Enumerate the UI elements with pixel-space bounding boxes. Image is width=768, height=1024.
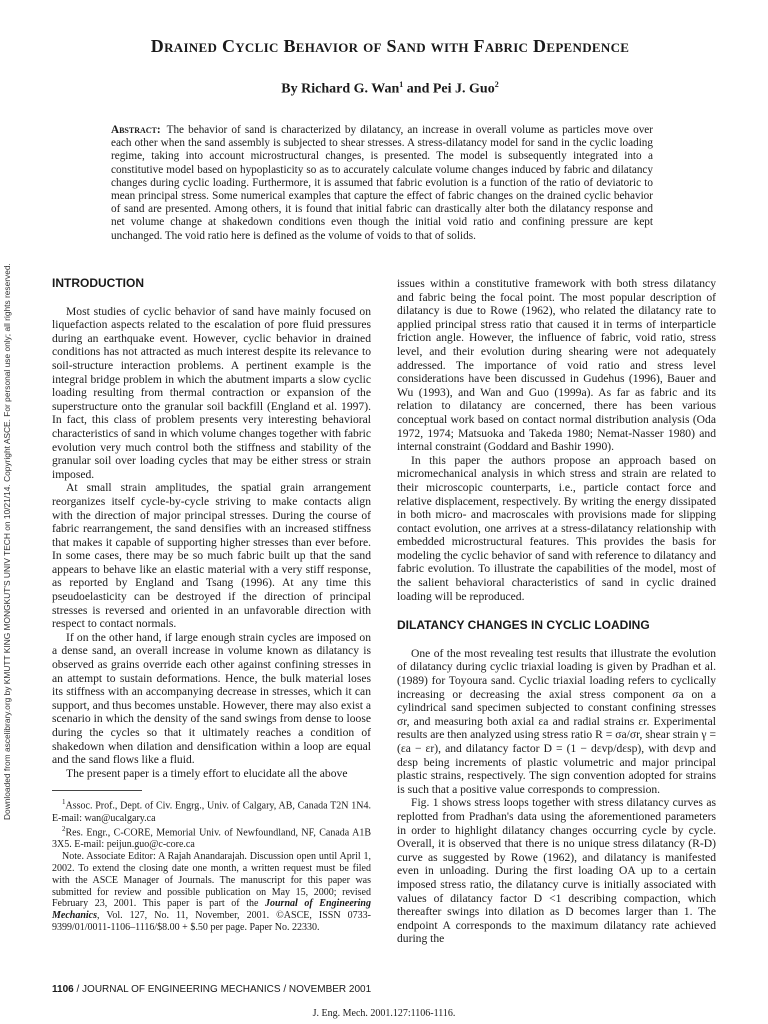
download-watermark	[2, 180, 16, 820]
footnote-2: $^2$Res. Engr., C-CORE, Memorial Univ. of Newfoundland, NF, Canada A1B 3X5. E-mail: peijun.guo@c-core.ca	[52, 825, 371, 851]
author-wan: By Richard G. Wan	[281, 81, 400, 97]
editorial-note: Note. Associate Editor: A Rajah Anandarajah. Discussion open until April 1, 2002. To extend the closing date one month, a written request must be filed with the ASCE Manager of Journals. The manuscript for this paper was submitted for review and possible publication on May 15, 2000; revised February 23, 2001. This paper is part of the Journal of Engineering Mechanics, Vol. 127, No. 11, November, 2001. ©ASCE, ISSN 0733-9399/01/0011-1106–1116/$8.00 + $.50 per page. Paper No. 22330.	[52, 851, 371, 933]
running-footer: / JOURNAL OF ENGINEERING MECHANICS / NOVEMBER 2001	[73, 984, 372, 995]
section-heading-dilatancy: DILATANCY CHANGES IN CYCLIC LOADING	[397, 618, 650, 633]
body-paragraph: If on the other hand, if large enough strain cycles are imposed on a dense sand, an overall increase in volume known as dilatancy is observed as grains override each other against confining stresses in an attempt to sustain deformations. Hence, the bulk material loses its stiffness with an accompanying decrease in stresses, which it can support, and thus becomes unstable. However, there may also exist a scenario in which the density of the sand swings from dense to loose during the cycles so that it ultimately reaches a condition of shakedown when dilation and densification within a loop are equal and the sand flows like a fluid.	[52, 630, 371, 767]
footnote-1: $^1$Assoc. Prof., Dept. of Civ. Engrg., Univ. of Calgary, AB, Canada T2N 1N4. E-mail: wan@ucalgary.ca	[52, 798, 371, 824]
citation-line: J. Eng. Mech. 2001.127:1106-1116.	[312, 1008, 456, 1019]
journal-name: Journal of Engineering Mechanics	[52, 898, 371, 922]
author-guo-footnote-mark: 2	[494, 80, 499, 89]
body-paragraph: In this paper the authors propose an approach based on micromechanical analysis in which stress and strain are related to their microscopic counterparts, i.e., particle contact force and relative displacement, respectively. By writing the energy dissipated in both micro- and macroscales with provisions made for slipping contact evolution, one arrives at a stress-dilatancy relationship with embedded microstructural features. This provides the basis for modeling the cyclic behavior of sand with reference to dilatancy and fabric evolution. To illustrate the capabilities of the model, most of the salient behavioral characteristics of sand in cyclic drained loading will be reproduced.	[397, 453, 716, 603]
author-guo: and Pei J. Guo	[403, 81, 495, 97]
footnote-divider	[52, 790, 142, 791]
author-wan-footnote-mark: 1	[399, 80, 404, 89]
body-paragraph: issues within a constitutive framework with both stress dilatancy and fabric being the focal point. The most popular description of dilatancy is due to Rowe (1962), who related the dilatancy rate to applied principal stress ratio that caused it in terms of interparticle friction angle. However, the influence of fabric, void ratio, stress level, and their evolution during shearing were not adequately addressed. The importance of void ratio and stress level considerations have been discussed in Gudehus (1996), Bauer and Wu (1993), and Wan and Guo (1999a). As far as fabric and its relation to dilatancy are concerned, there has been various conceptual work based on contact normal distribution analysis (Oda 1972, 1974; Matsuoka and Takeda 1980; Nemat-Nasser 1980) and internal constraint (Goddard and Bashir 1990).	[397, 277, 716, 454]
body-paragraph: At small strain amplitudes, the spatial grain arrangement reorganizes itself cycle-by-cycle striving to make contacts align with the direction of major principal stresses. During the course of fabric rearrangement, the sand densifies with an increased stiffness that makes it capable of supporting higher stresses than ever before. In some cases, there may be so much fabric built up that the sand appears to behave like an elastic material with a very stiff response, as reported by England and Tsang (1996). At any time this pseudoelasticity can be destroyed if the direction of principal stresses is reversed and oriented in an unfavorable direction with respect to contact normals.	[52, 481, 371, 631]
abstract-text: The behavior of sand is characterized by dilatancy, an increase in overall volume as particles move over each other when the sand assembly is subjected to shear stresses. A stress-dilatancy model for sand in the cyclic loading regime, taking into account microstructural changes, is presented. The model is subsequently integrated into a constitutive model based on hypoplasticity so as to accurately calculate volume changes induced by fabric and dilatancy changes during cyclic loading. Furthermore, it is assumed that fabric evolution is a function of the ratio of deviatoric to mean principal stress. Some numerical examples that capture the effect of fabric changes on the drained cyclic behavior of sand are presented. Among others, it is found that initial fabric can drastically alter both the dilatancy response and net volume change at shakedown conditions even though the initial void ratio and confining pressure are kept unchanged. The void ratio here is defined as the volume of voids to that of solids.	[111, 124, 653, 242]
body-paragraph: Fig. 1 shows stress loops together with stress dilatancy curves as replotted from Pradhan's data using the aforementioned parameters in order to highlight dilatancy changes occurring cycle by cycle. Overall, it is observed that there is no unique stress dilatancy (R-D) curve as suggested by Rowe (1962), and dilatancy is manifested even in unloading. During the first loading OA up to a certain imposed stress ratio, the dilatancy curve is initially associated with values of dilatancy factor D <1 describing compaction, which thereafter swings into dilation as D becomes larger than 1. The endpoint A corresponds to the maximum dilatancy rate achieved during the	[397, 796, 716, 946]
page-footer	[52, 984, 371, 995]
footnotes	[52, 797, 371, 933]
page-number: 1106	[52, 984, 74, 995]
download-watermark-text: Downloaded from ascelibrary.org by KMUTT KING MONGKUT'S UNIV TECH on 10/21/14. Copyright ASCE. For personal use only; all rights reserved.	[2, 263, 12, 820]
body-paragraph: The present paper is a timely effort to elucidate all the above	[66, 766, 348, 780]
body-paragraph: Most studies of cyclic behavior of sand have mainly focused on liquefaction aspects related to the escalation of pore fluid pressures during an earthquake event. However, cyclic behavior in drained conditions has not attracted as much interest despite its relevance to soil-structure interaction problems. A pertinent example is the integral bridge problem in which the abutment imparts a slow cyclic loading resulting from thermal contraction or expansion of the superstructure onto the granular soil backfill (England et al. 1997). In fact, this class of problem presents very interesting behavioral characteristics of sand in which volume changes together with fabric evolution very much control both the stiffness and stability of the granular soil over loading cycles that may be either stress or strain imposed.	[52, 304, 371, 481]
left-column	[52, 277, 371, 934]
right-column	[397, 277, 716, 946]
paper-title: Drained Cyclic Behavior of Sand with Fabric Dependence	[150, 36, 630, 56]
section-gap	[397, 603, 716, 619]
author-line	[40, 80, 740, 98]
section-heading-introduction: INTRODUCTION	[52, 276, 144, 290]
abstract-label: Abstract:	[111, 124, 161, 136]
body-paragraph: One of the most revealing test results that illustrate the evolution of dilatancy during cyclic triaxial loading is given by Pradhan et al. (1989) for Toyoura sand. Cyclic triaxial loading refers to cyclically increasing or decreasing the axial stress component σa on a cylindrical sand specimen subjected to constant confining stresses σr, and measuring both axial εa and radial strains εr. Experimental results are then analyzed using stress ratio R = σa/σr, shear strain γ = (εa − εr), and dilatancy factor D = (1 − dεvp/dεsp), with dεvp and dεsp being increments of plastic volumetric and major principal plastic strains, respectively. The sign convention adopted for strains is such that a positive value corresponds to compression.	[397, 646, 716, 796]
abstract	[111, 124, 653, 243]
